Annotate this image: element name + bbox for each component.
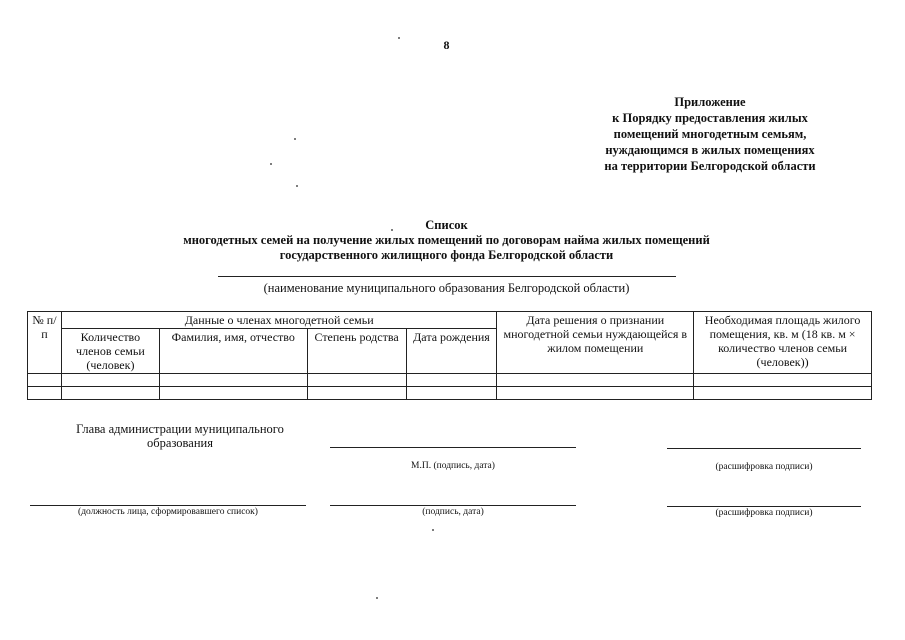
scan-speck [294,138,296,140]
title-line-2: многодетных семей на получение жилых помещений по договорам найма жилых помещений [183,233,710,247]
header-family-group: Данные о членах многодетной семьи [61,312,496,329]
appendix-line: помещений многодетным семьям, [613,127,807,141]
signature-caption: (подпись, дата) [422,507,484,517]
head-of-administration-label: Глава администрации муниципального образования [76,422,284,450]
family-list-table [27,311,872,400]
scan-speck [270,163,272,165]
page-number: 8 [443,38,450,52]
header-required-area: Необходимая площадь жилого помещения, кв. м (18 кв. м × количество членов семьи (человек)) [694,312,872,374]
decode-caption-1: (расшифровка подписи) [715,462,813,472]
compiler-signature-line [330,505,576,506]
appendix-line: Приложение [674,95,746,109]
decode-caption-2: (расшифровка подписи) [715,508,813,518]
title-line-1: Список [425,218,468,232]
scan-speck [391,229,393,231]
header-member-count: Количество членов семьи (человек) [61,329,159,374]
municipality-fill-line [218,276,676,277]
appendix-header [560,94,860,174]
title-line-3: государственного жилищного фонда Белгородской области [279,248,614,262]
scan-speck [398,37,400,39]
table-row [28,374,872,387]
header-relation: Степень родства [307,329,406,374]
compiler-decode-line [667,506,861,507]
head-signature-line [330,447,576,448]
appendix-line: к Порядку предоставления жилых [612,111,808,125]
header-number: № п/п [28,312,62,374]
table-row [28,387,872,400]
scan-speck [296,185,298,187]
appendix-line: на территории Белгородской области [604,159,816,173]
document-title [0,218,893,263]
scan-speck [432,529,434,531]
header-full-name: Фамилия, имя, отчество [159,329,307,374]
position-caption: (должность лица, сформировавшего список) [78,507,258,517]
position-line [30,505,306,506]
header-birth-date: Дата рождения [406,329,497,374]
head-decode-line [667,448,861,449]
scan-speck [376,597,378,599]
seal-signature-caption: М.П. (подпись, дата) [411,461,495,471]
municipality-caption: (наименование муниципального образования Белгородской области) [263,281,630,295]
appendix-line: нуждающимся в жилых помещениях [605,143,815,157]
header-decision-date: Дата решения о признании многодетной семьи нуждающейся в жилом помещении [497,312,694,374]
